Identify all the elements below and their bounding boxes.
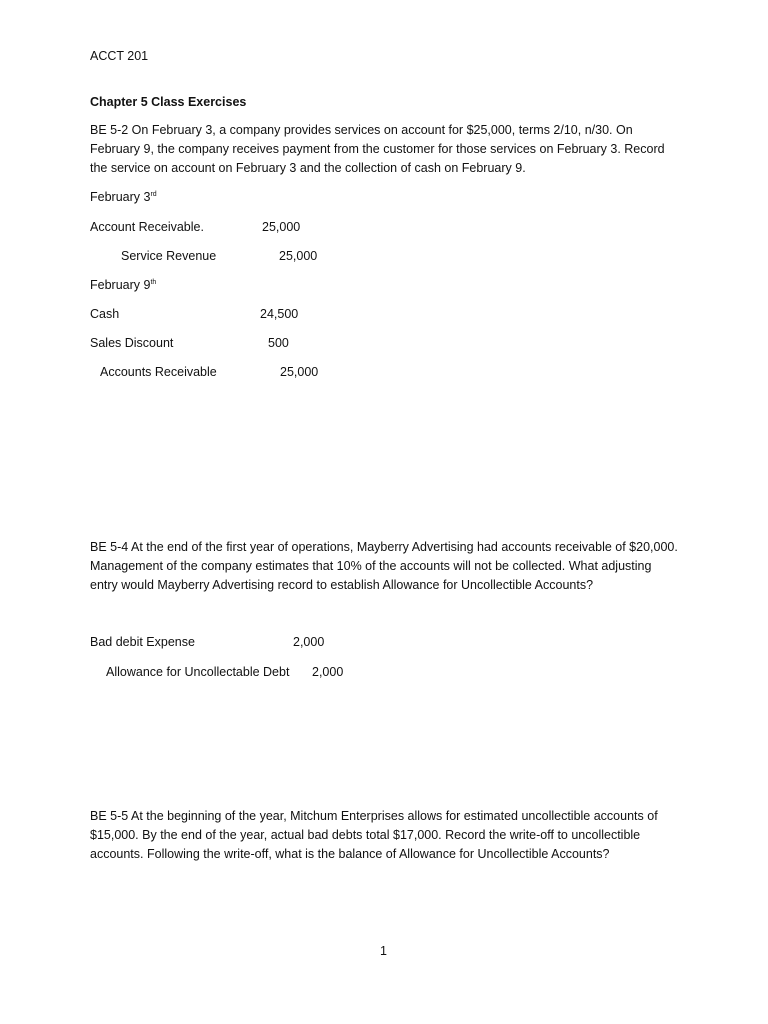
be52-date-feb9-text: February 9 <box>90 278 151 292</box>
be52-date-feb3-text: February 3 <box>90 190 151 204</box>
be52-date-feb3 <box>90 189 157 205</box>
be52-date-feb3-suffix: rd <box>150 190 157 198</box>
be52-entry2-discount-account: Sales Discount <box>90 336 174 350</box>
be54-credit-amount: 2,000 <box>312 665 344 679</box>
be52-entry1-debit-account: Account Receivable. <box>90 220 204 234</box>
page-number: 1 <box>380 944 387 958</box>
be52-entry2-cash-account: Cash <box>90 307 120 321</box>
be52-entry1-debit-amount: 25,000 <box>262 220 301 234</box>
be52-entry1-credit-amount: 25,000 <box>279 249 318 263</box>
be54-credit-account: Allowance for Uncollectable Debt <box>106 665 290 679</box>
be54-debit-amount: 2,000 <box>293 635 325 649</box>
chapter-title: Chapter 5 Class Exercises <box>90 95 247 109</box>
course-header: ACCT 201 <box>90 49 149 63</box>
be54-prompt: BE 5-4 At the end of the first year of operations, Mayberry Advertising had accounts receivable of $20,000. Management of the company estimates that 10% of the accounts will not be collected. What adjusting entry would Mayberry Advertising record to establish Allowance for Uncollectible Accounts? <box>90 540 678 592</box>
be54-debit-account: Bad debit Expense <box>90 635 195 649</box>
be52-date-feb9 <box>90 277 156 293</box>
be52-date-feb9-suffix: th <box>150 278 157 286</box>
be52-entry1-credit-account: Service Revenue <box>121 249 217 263</box>
be52-entry2-discount-amount: 500 <box>268 336 289 350</box>
be55-prompt: BE 5-5 At the beginning of the year, Mitchum Enterprises allows for estimated uncollectible accounts of $15,000. By the end of the year, actual bad debts total $17,000. Record the write-off to uncollectible accounts. Following the write-off, what is the balance of Allowance for Uncollectible Accounts? <box>90 809 658 861</box>
be52-entry2-cash-amount: 24,500 <box>260 307 299 321</box>
be52-entry2-ar-amount: 25,000 <box>280 365 319 379</box>
be52-entry2-ar-account: Accounts Receivable <box>100 365 217 379</box>
be52-prompt: BE 5-2 On February 3, a company provides services on account for $25,000, terms 2/10, n/30. On February 9, the company receives payment from the customer for those services on February 3. Record the service on account on February 3 and the collection of cash on February 9. <box>90 123 665 175</box>
